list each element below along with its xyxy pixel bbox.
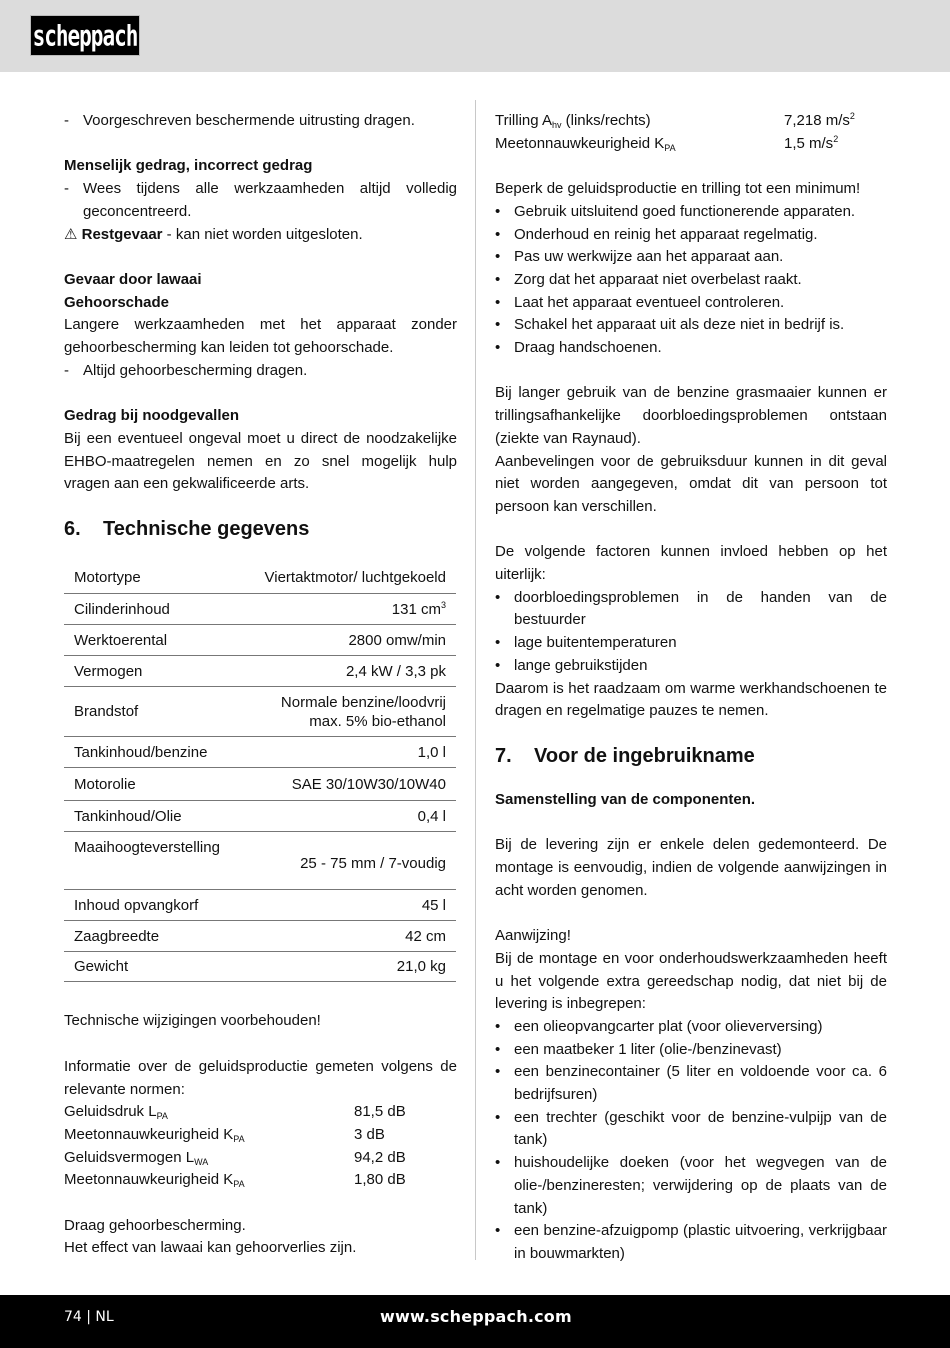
paragraph-noodgevallen: Bij een eventueel ongeval moet u direct de noodzakelijke EHBO-maatregelen nemen en zo snel mogelijk hulp vragen aan een gekwalificeerde arts. (64, 429, 457, 493)
table-row: Motorolie SAE 30/10W30/10W40 (64, 768, 456, 801)
list-item: • een trechter (geschikt voor de benzine-vulpijp van de tank) (495, 1108, 887, 1149)
bullet-list-1 (495, 201, 887, 360)
restgevaar-line: ⚠ Restgevaar - kan niet worden uitgesloten. (64, 225, 363, 243)
paragraph-montage: Bij de montage en voor onderhoudswerkzaamheden heeft u het volgende extra gereedschap nodig, dat niet bij de levering is inbegrepen: (495, 949, 887, 1013)
paragraph-geluidsinfo: Informatie over de geluidsproductie gemeten volgens de relevante normen: (64, 1057, 457, 1098)
list-item: • een benzine-afzuigpomp (plastic uitvoering, verkrijgbaar in bouwmarkten) (495, 1222, 887, 1262)
noise-row: Geluidsdruk $L_{PA}$ 81,5 dB (64, 1103, 406, 1122)
warning-triangle-icon: ⚠ (64, 225, 78, 243)
list-item: • Pas uw werkwijze aan het apparaat aan. (495, 248, 784, 266)
table-row: Vermogen 2,4 kW / 3,3 pk (64, 656, 456, 687)
list-item: • Laat het apparaat eventueel controleren. (495, 293, 785, 311)
table-row: Motortype Viertaktmotor/ luchtgekoeld (64, 562, 456, 594)
dash-list-item: - Voorgeschreven beschermende uitrusting dragen. (64, 112, 415, 129)
list-item: • Zorg dat het apparaat niet overbelast raakt. (495, 270, 802, 288)
paragraph-aanwijzing: Aanwijzing! (495, 927, 571, 945)
bullet-list-3 (495, 1016, 887, 1266)
heading-menselijk: Menselijk gedrag, incorrect gedrag (64, 157, 313, 175)
noise-row: Geluidsvermogen $L_{WA}$ 94,2 dB (64, 1148, 406, 1167)
table-row: Gewicht 21,0 kg (64, 952, 456, 982)
paragraph-langer-gebruik: Bij langer gebruik van de benzine grasmaaier kunnen er trillingsafhankelijke doorbloedingsproblemen ontstaan (ziekte van Raynaud). (495, 384, 887, 447)
heading-gehoorschade: Gehoorschade (64, 293, 170, 311)
paragraph-daarom: Daarom is het raadzaam om warme werkhandschoenen te dragen en regelmatige pauzes te nemen. (495, 679, 887, 720)
paragraph-aanbevelingen: Aanbevelingen voor de gebruiksduur kunnen in dit geval niet worden aangegeven, omdat dit van persoon tot persoon kan verschillen. (495, 452, 887, 515)
vibration-row: Trilling $A_{hv}$ (links/rechts) 7,218 $m/s^2$ (495, 111, 855, 130)
list-item: • een olieopvangcarter plat (voor olieverversing) (495, 1017, 823, 1035)
paragraph-effect: Het effect van lawaai kan gehoorverlies zijn. (64, 1239, 357, 1257)
page-header (0, 0, 950, 72)
paragraph-beperk: Beperk de geluidsproductie en trilling tot een minimum! (495, 180, 861, 198)
heading-noodgevallen: Gedrag bij noodgevallen (64, 407, 240, 425)
section-6-title: 6. Technische gegevens (64, 517, 310, 540)
list-item: • doorbloedingsproblemen in de handen van de bestuurder (495, 588, 887, 629)
list-item: • Draag handschoenen. (495, 339, 662, 357)
table-row: Brandstof Normale benzine/loodvrij max. 5% bio-ethanol (64, 687, 456, 737)
dash-list-item: - Wees tijdens alle werkzaamheden altijd volledig geconcentreerd. (64, 180, 457, 220)
list-item: • lange gebruikstijden (495, 656, 648, 674)
left-column (64, 110, 457, 1260)
vibration-row: Meetonnauwkeurigheid $K_{PA}$ 1,5 $m/s^2$ (495, 133, 839, 153)
paragraph-gehoorschade: Langere werkzaamheden met het apparaat zonder gehoorbescherming kan leiden tot gehoorschade. (64, 316, 457, 356)
column-divider (475, 100, 476, 1260)
page-footer (0, 1295, 950, 1348)
table-row: Zaagbreedte 42 cm (64, 921, 456, 952)
noise-row: Meetonnauwkeurigheid $K_{PA}$ 1,80 dB (64, 1171, 406, 1190)
table-row: Maaihoogteverstelling 25 - 75 mm / 7-voudig (64, 832, 456, 890)
bullet-list-2 (495, 587, 887, 678)
noise-row: Meetonnauwkeurigheid $K_{PA}$ 3 dB (64, 1125, 385, 1144)
list-item: • een maatbeker 1 liter (olie-/benzinevast) (495, 1040, 782, 1058)
paragraph-wijzigingen: Technische wijzigingen voorbehouden! (64, 1012, 321, 1030)
section-7-title: 7. Voor de ingebruikname (495, 744, 755, 767)
list-item: • Schakel het apparaat uit als deze niet in bedrijf is. (495, 316, 845, 334)
list-item: • Onderhoud en reinig het apparaat regelmatig. (495, 225, 818, 243)
list-item: • lage buitentemperaturen (495, 634, 677, 652)
table-row: Tankinhoud/Olie 0,4 l (64, 801, 456, 832)
spec-table (64, 562, 456, 983)
table-row: Tankinhoud/benzine 1,0 l (64, 737, 456, 768)
dash-list-item: - Altijd gehoorbescherming dragen. (64, 361, 308, 379)
list-item: • huishoudelijke doeken (voor het wegvegen van de olie-/benzineresten; verwijdering op de plaats van de tank) (495, 1154, 887, 1217)
list-item: • een benzinecontainer (5 liter en voldoende voor ca. 6 bedrijfsuren) (495, 1063, 887, 1104)
scheppach-logo: scheppach (30, 15, 140, 56)
heading-samenstelling: Samenstelling van de componenten. (495, 790, 756, 808)
table-row: Inhoud opvangkorf 45 l (64, 890, 456, 921)
website-link[interactable]: www.scheppach.com (380, 1307, 572, 1326)
table-row: Cilinderinhoud 131 $cm^3$ (64, 594, 456, 625)
noise-values (64, 1101, 457, 1192)
paragraph-levering: Bij de levering zijn er enkele delen gedemonteerd. De montage is eenvoudig, indien de volgende aanwijzingen in acht worden genomen. (495, 836, 887, 899)
page-number: 74 | NL (64, 1309, 114, 1325)
heading-lawaai: Gevaar door lawaai (64, 270, 202, 288)
table-row: Werktoerental 2800 omw/min (64, 625, 456, 656)
paragraph-draag: Draag gehoorbescherming. (64, 1216, 246, 1234)
paragraph-factoren: De volgende factoren kunnen invloed hebben op het uiterlijk: (495, 543, 887, 584)
right-column (495, 110, 887, 1266)
list-item: • Gebruik uitsluitend goed functionerende apparaten. (495, 202, 856, 220)
